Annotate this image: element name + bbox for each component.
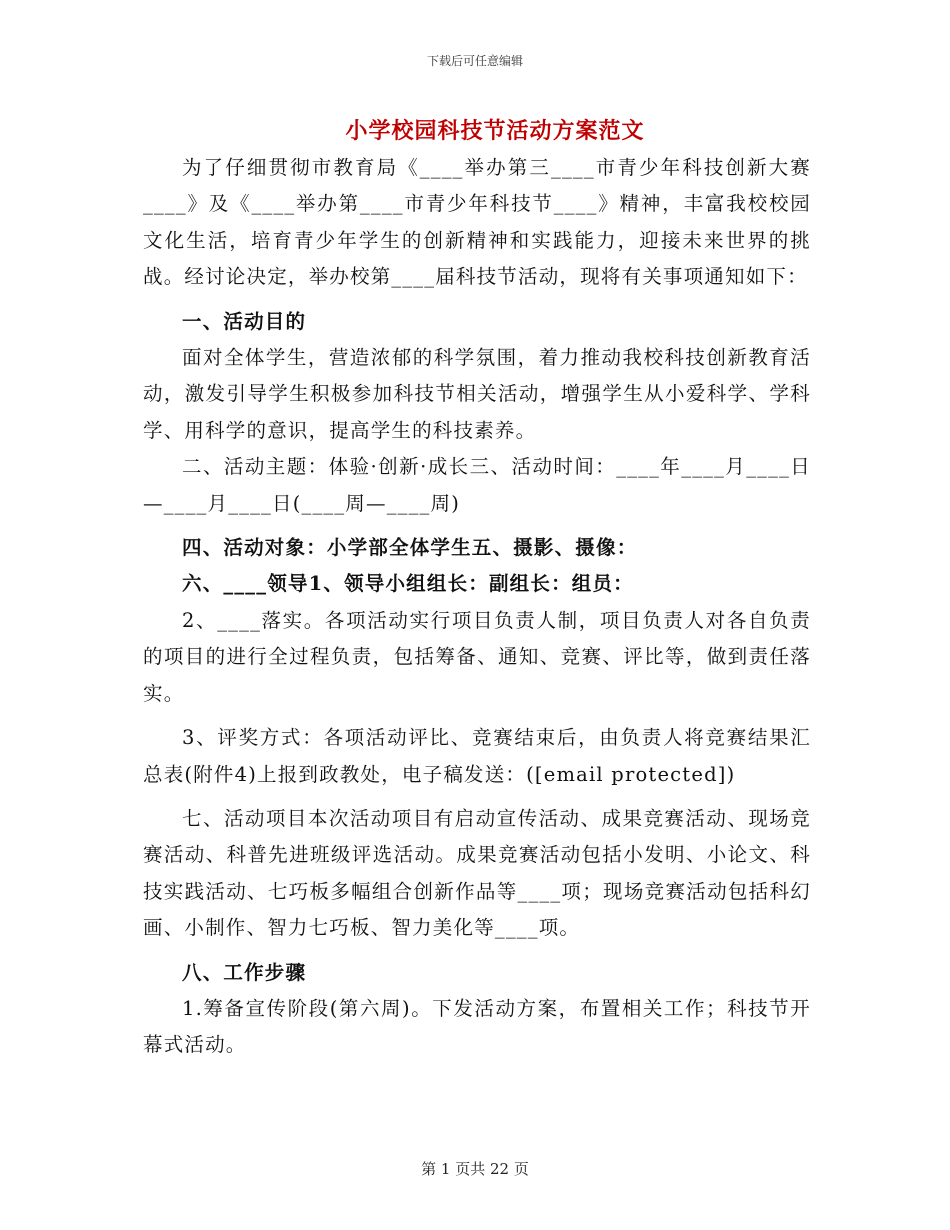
award-paragraph: 3、评奖方式：各项活动评比、竞赛结束后，由负责人将竞赛结果汇总表(附件4)上报到政教处，电子稿发送：([email protected]) <box>143 726 811 786</box>
page-number: 第 1 页共 22 页 <box>421 1160 529 1178</box>
section-heading-leadership: 六、____领导1、领导小组组长：副组长：组员： <box>182 572 634 596</box>
theme-time-paragraph: 二、活动主题：体验·创新·成长三、活动时间：____年____月____日—____月____日(____周—____周) <box>143 455 811 515</box>
document-body <box>143 150 811 1064</box>
steps-paragraph: 1.筹备宣传阶段(第六周)。下发活动方案，布置相关工作；科技节开幕式活动。 <box>143 996 811 1057</box>
purpose-paragraph: 面对全体学生，营造浓郁的科学氛围，着力推动我校科技创新教育活动，激发引导学生积极参加科技节相关活动，增强学生从小爱科学、学科学、用科学的意识，提高学生的科技素养。 <box>143 346 811 442</box>
section-heading-purpose: 一、活动目的 <box>182 309 307 333</box>
section-heading-steps: 八、工作步骤 <box>182 960 307 984</box>
implementation-paragraph: 2、____落实。各项活动实行项目负责人制，项目负责人对各自负责的项目的进行全过程负责，包括筹备、通知、竞赛、评比等，做到责任落实。 <box>143 608 811 705</box>
header-note: 下载后可任意编辑 <box>426 54 523 68</box>
section-heading-participants: 四、活动对象：小学部全体学生五、摄影、摄像： <box>182 536 638 560</box>
intro-paragraph: 为了仔细贯彻市教育局《____举办第三____市青少年科技创新大赛____》及《____举办第____市青少年科技节____》精神，丰富我校校园文化生活，培育青少年学生的创新精神和实践能力，迎接未来世界的挑战。经讨论决定，举办校第____届科技节活动，现将有关事项通知如下： <box>143 156 811 289</box>
projects-paragraph: 七、活动项目本次活动项目有启动宣传活动、成果竞赛活动、现场竞赛活动、科普先进班级评选活动。成果竞赛活动包括小发明、小论文、科技实践活动、七巧板多幅组合创新作品等____项；现场竞赛活动包括科幻画、小制作、智力七巧板、智力美化等____项。 <box>143 806 811 940</box>
document-title: 小学校园科技节活动方案范文 <box>345 118 645 144</box>
